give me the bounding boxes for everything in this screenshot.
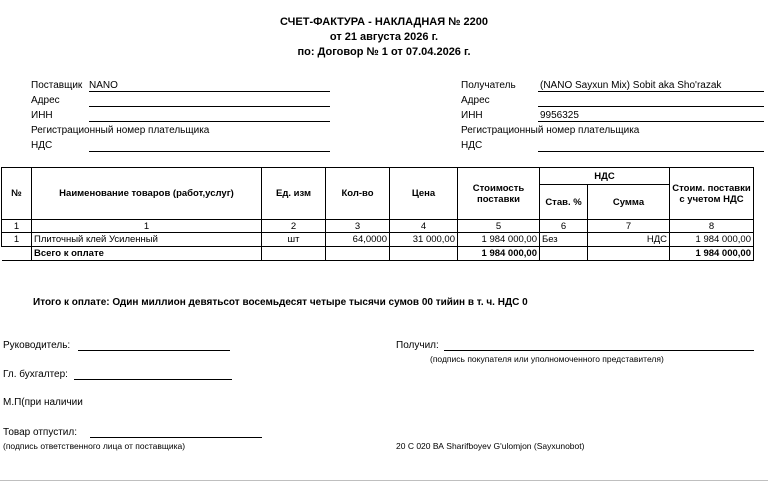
accountant-label: Гл. бухгалтер:: [3, 369, 68, 380]
invoice-title: СЧЕТ-ФАКТУРА - НАКЛАДНАЯ № 2200: [280, 16, 488, 28]
total-with-vat: 1 984 000,00: [670, 247, 754, 261]
recipient-reg-label: Регистрационный номер плательщика: [461, 125, 640, 136]
col-number: 4: [390, 220, 458, 233]
col-number: 5: [458, 220, 540, 233]
recipient-inn-value: 9956325: [540, 110, 579, 121]
col-header-vat-group: НДС: [540, 168, 670, 185]
col-header-price: Цена: [390, 168, 458, 220]
supplier-address-line: [89, 106, 330, 107]
received-caption: (подпись покупателя или уполномоченного представителя): [430, 354, 664, 364]
recipient-address-label: Адрес: [461, 95, 490, 106]
supplier-nds-line: [89, 151, 330, 152]
row-vat-rate: Без: [540, 233, 588, 247]
col-header-unit: Ед. изм: [262, 168, 326, 220]
received-label: Получил:: [396, 340, 439, 351]
supplier-value: NANO: [89, 80, 118, 91]
released-label: Товар отпустил:: [3, 427, 77, 438]
recipient-address-line: [538, 106, 764, 107]
col-number: 3: [326, 220, 390, 233]
recipient-label: Получатель: [461, 80, 516, 91]
col-header-qty: Кол-во: [326, 168, 390, 220]
total-cost: 1 984 000,00: [458, 247, 540, 261]
amount-in-words: Итого к оплате: Один миллион девятьсот восемьдесят четыре тысячи сумов 00 тийин в т. ч. НДС 0: [33, 297, 528, 308]
table-row: [2, 233, 754, 247]
row-no: 1: [2, 233, 32, 247]
col-number: 1: [32, 220, 262, 233]
recipient-value: (NANO Sayxun Mix) Sobit aka Sho'razak: [540, 80, 722, 91]
col-header-no: №: [2, 168, 32, 220]
page-divider: [0, 480, 768, 481]
recipient-inn-label: ИНН: [461, 110, 483, 121]
col-header-total-with-vat: Стоим. поставки с учетом НДС: [670, 168, 754, 220]
col-header-vat-sum: Сумма: [588, 185, 670, 220]
supplier-line: [89, 91, 330, 92]
col-header-vat-rate: Став. %: [540, 185, 588, 220]
recipient-inn-line: [538, 121, 764, 122]
column-number-row: [2, 220, 754, 233]
supplier-nds-label: НДС: [31, 140, 53, 151]
col-header-cost: Стоимость поставки: [458, 168, 540, 220]
col-number: 6: [540, 220, 588, 233]
col-number: 2: [262, 220, 326, 233]
received-sign-line: [444, 350, 754, 351]
recipient-nds-label: НДС: [461, 140, 483, 151]
col-header-name: Наименование товаров (работ,услуг): [32, 168, 262, 220]
col-number: 1: [2, 220, 32, 233]
row-qty: 64,0000: [326, 233, 390, 247]
col-number: 8: [670, 220, 754, 233]
items-table: [1, 167, 754, 261]
col-number: 7: [588, 220, 670, 233]
row-cost: 1 984 000,00: [458, 233, 540, 247]
director-label: Руководитель:: [3, 340, 71, 351]
total-label: Всего к оплате: [32, 247, 262, 261]
invoice-contract: по: Договор № 1 от 07.04.2026 г.: [297, 46, 471, 58]
recipient-line: [538, 91, 764, 92]
supplier-label: Поставщик: [31, 80, 83, 91]
supplier-inn-line: [89, 121, 330, 122]
row-name: Плиточный клей Усиленный: [32, 233, 262, 247]
supplier-address-label: Адрес: [31, 95, 60, 106]
supplier-inn-label: ИНН: [31, 110, 53, 121]
supplier-reg-label: Регистрационный номер плательщика: [31, 125, 210, 136]
stamp-label: М.П(при наличии: [3, 397, 83, 408]
row-price: 31 000,00: [390, 233, 458, 247]
row-total: 1 984 000,00: [670, 233, 754, 247]
agent-info: 20 С 020 ВА Sharifboyev G'ulomjon (Sayxunobot): [396, 441, 585, 451]
row-vat-sum: НДС: [588, 233, 670, 247]
released-sign-line: [90, 437, 262, 438]
recipient-nds-line: [538, 151, 764, 152]
row-unit: шт: [262, 233, 326, 247]
released-caption: (подпись ответственного лица от поставщика): [3, 441, 186, 451]
director-sign-line: [78, 350, 230, 351]
accountant-sign-line: [74, 379, 232, 380]
total-row: [2, 247, 754, 261]
invoice-date: от 21 августа 2026 г.: [329, 31, 439, 43]
